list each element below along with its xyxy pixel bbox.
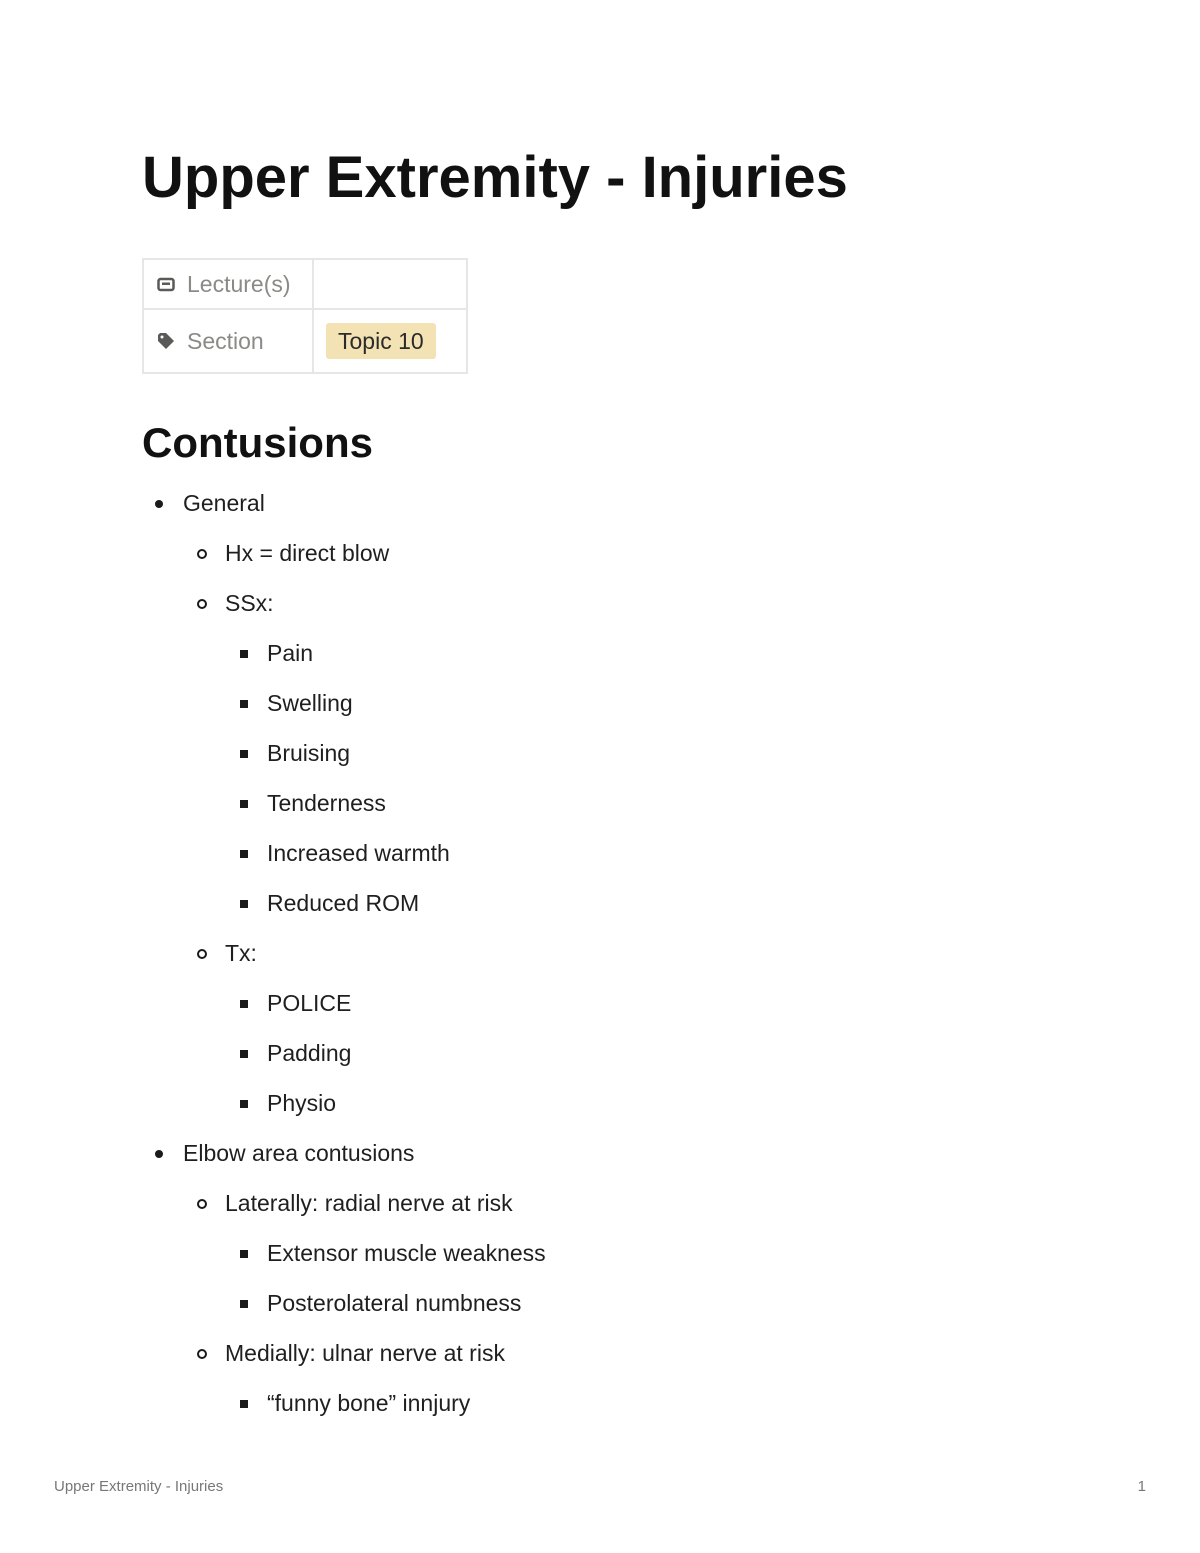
bullet-square-icon: [240, 850, 248, 858]
property-key: Section: [187, 327, 264, 354]
bullet-circle-icon: [197, 599, 207, 609]
list-item-text: Swelling: [267, 690, 353, 716]
list-item-text: Reduced ROM: [267, 890, 420, 916]
property-value[interactable]: [313, 259, 467, 309]
property-value[interactable]: [313, 309, 467, 373]
list-item-text: Hx = direct blow: [225, 540, 390, 566]
list-item-text: Laterally: radial nerve at risk: [225, 1190, 513, 1216]
list-item-text: Elbow area contusions: [183, 1140, 415, 1166]
property-row-lectures: [143, 259, 467, 309]
tag-icon: [157, 332, 175, 350]
section-heading: Contusions: [142, 419, 373, 466]
list-item-text: SSx:: [225, 590, 274, 616]
footer-title: Upper Extremity - Injuries: [54, 1478, 224, 1495]
property-key: Lecture(s): [187, 270, 291, 297]
list-item-text: Tx:: [225, 940, 257, 966]
list-item-text: Increased warmth: [267, 840, 450, 866]
bullet-square-icon: [240, 1000, 248, 1008]
bullet-square-icon: [240, 1100, 248, 1108]
list-item-text: Tenderness: [267, 790, 386, 816]
page-number: 1: [1137, 1478, 1146, 1495]
lecture-icon: [157, 275, 175, 293]
list-item-text: “funny bone” innjury: [267, 1390, 471, 1416]
list-item-text: Extensor muscle weakness: [267, 1240, 546, 1266]
property-row-section: [143, 309, 467, 373]
list-item-text: Physio: [267, 1090, 337, 1116]
bullet-square-icon: [240, 1050, 248, 1058]
bullet-circle-icon: [197, 949, 207, 959]
section-tag[interactable]: Topic 10: [326, 323, 436, 359]
bullet-circle-icon: [197, 1349, 207, 1359]
bullet-square-icon: [240, 700, 248, 708]
page-title: Upper Extremity - Injuries: [142, 145, 848, 210]
bullet-disc-icon: [155, 1150, 163, 1158]
bullet-square-icon: [240, 900, 248, 908]
list-item-text: Medially: ulnar nerve at risk: [225, 1340, 505, 1366]
bullet-square-icon: [240, 1400, 248, 1408]
properties-table: [142, 258, 468, 374]
bullet-circle-icon: [197, 549, 207, 559]
list-item-text: POLICE: [267, 990, 352, 1016]
bullet-square-icon: [240, 800, 248, 808]
bullet-circle-icon: [197, 1199, 207, 1209]
list-item-text: Posterolateral numbness: [267, 1290, 522, 1316]
bullet-square-icon: [240, 650, 248, 658]
list-item-text: Pain: [267, 640, 314, 666]
bullet-square-icon: [240, 750, 248, 758]
bullet-square-icon: [240, 1300, 248, 1308]
list-item-text: Bruising: [267, 740, 351, 766]
list-item-text: Padding: [267, 1040, 352, 1066]
list-item-text: General: [183, 490, 265, 516]
bullet-square-icon: [240, 1250, 248, 1258]
bullet-disc-icon: [155, 500, 163, 508]
